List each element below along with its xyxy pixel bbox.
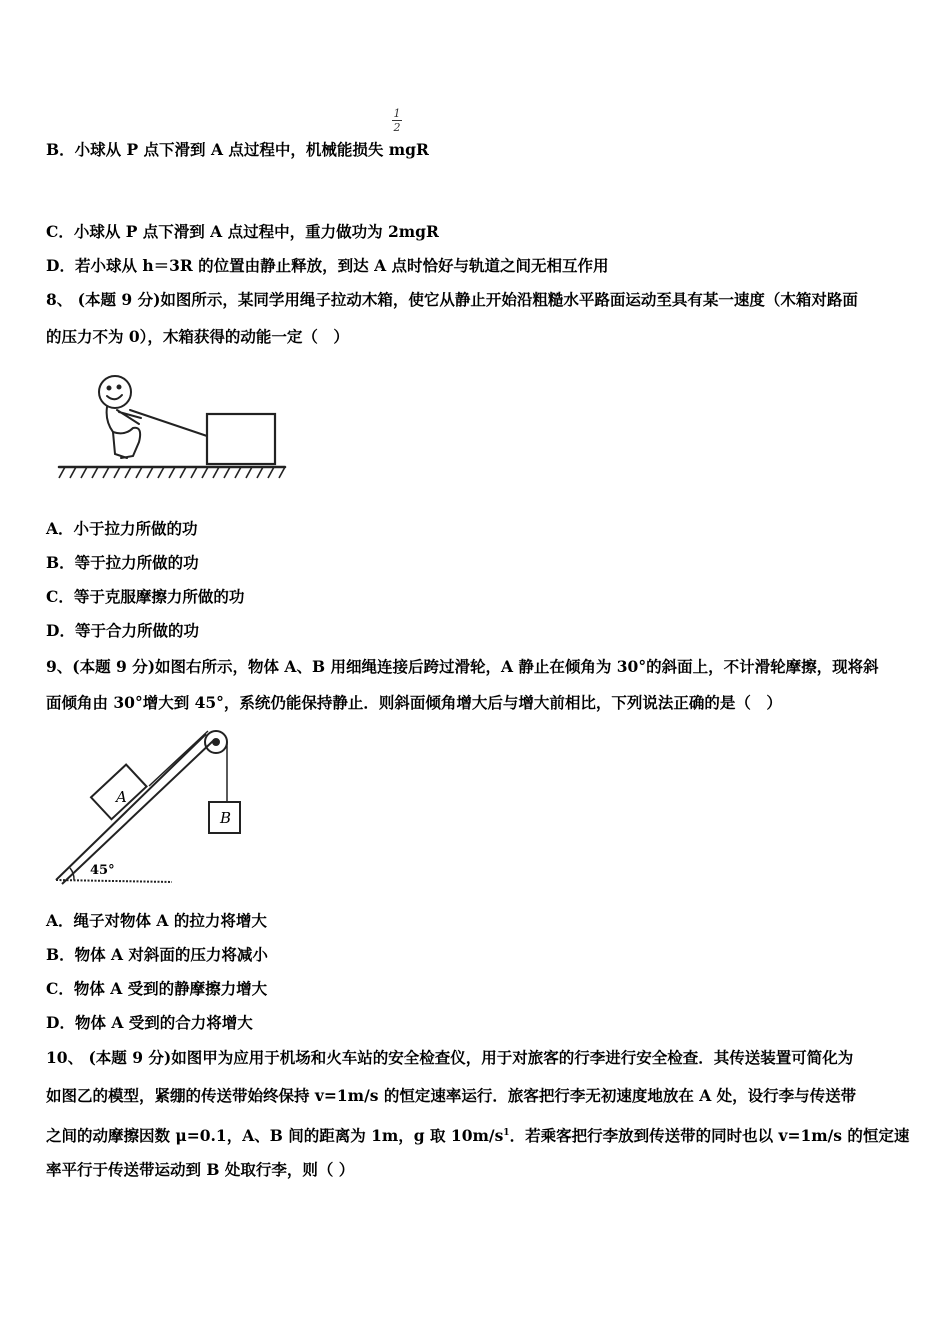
q9-option-d: D．物体 A 受到的合力将增大 [46,1013,253,1032]
q10-exponent: 1 [503,1128,510,1138]
fraction-one-half [392,108,402,133]
q8-option-a: A．小于拉力所做的功 [46,519,198,538]
label-a: A [116,788,127,806]
q10-stem-line-3b: ．若乘客把行李放到传送带的同时也以 v=1m/s 的恒定速 [509,1126,910,1146]
q9-stem-line-1: 9、(本题 9 分)如图右所示，物体 A、B 用细绳连接后跨过滑轮，A 静止在倾角为 30°的斜面上，不计滑轮摩擦，现将斜 [46,657,879,676]
q8-figure-person-pulling-box [55,366,290,496]
q9-option-b: B．物体 A 对斜面的压力将减小 [46,945,268,964]
q8-stem-line-1: 8、 (本题 9 分)如图所示，某同学用绳子拉动木箱，使它从静止开始沿粗糙水平路面运动至具有某一速度（木箱对路面 [46,290,858,309]
q10-stem-line-4: 率平行于传送带运动到 B 处取行李，则（ ） [46,1160,355,1179]
q9-option-a: A．绳子对物体 A 的拉力将增大 [46,911,267,930]
rope-to-a [149,731,208,786]
angle-label: 45° [90,863,115,878]
wooden-box [207,414,275,464]
fraction-denominator: 2 [393,121,401,134]
q10-stem-line-3a: 之间的动摩擦因数 μ=0.1，A、B 间的距离为 1m，g 取 10m/s [46,1126,504,1146]
q7-option-c: C．小球从 P 点下滑到 A 点过程中，重力做功为 2mgR [46,222,439,241]
label-b: B [220,809,232,827]
q8-stem-line-2: 的压力不为 0），木箱获得的动能一定（ ） [46,327,349,346]
fraction-numerator: 1 [393,107,401,120]
q7-option-d: D．若小球从 h＝3R 的位置由静止释放，到达 A 点时恰好与轨道之间无相互作用 [46,256,609,275]
q10-stem-line-1: 10、 (本题 9 分)如图甲为应用于机场和火车站的安全检查仪，用于对旅客的行李进行安全检查．其传送装置可简化为 [46,1048,854,1067]
incline-base [56,880,172,882]
q10-stem-line-3 [46,1123,909,1146]
q8-option-d: D．等于合力所做的功 [46,621,199,640]
q7-option-b: B．小球从 P 点下滑到 A 点过程中，机械能损失 mgR [46,140,429,159]
incline-surface-upper [56,734,206,880]
person-head [99,376,131,408]
q9-option-c: C．物体 A 受到的静摩擦力增大 [46,979,268,998]
q10-stem-line-2: 如图乙的模型，紧绷的传送带始终保持 v=1m/s 的恒定速率运行．旅客把行李无初速度地放在 A 处，设行李与传送带 [46,1086,857,1105]
q8-option-b: B．等于拉力所做的功 [46,553,199,572]
q9-figure-incline-pulley [50,722,250,892]
q8-option-c: C．等于克服摩擦力所做的功 [46,587,245,606]
ground-hatching [59,467,285,478]
q9-stem-line-2: 面倾角由 30°增大到 45°，系统仍能保持静止．则斜面倾角增大后与增大前相比，下列说法正确的是（ ） [46,693,782,712]
incline-surface-lower [62,740,214,884]
rope [130,410,207,436]
